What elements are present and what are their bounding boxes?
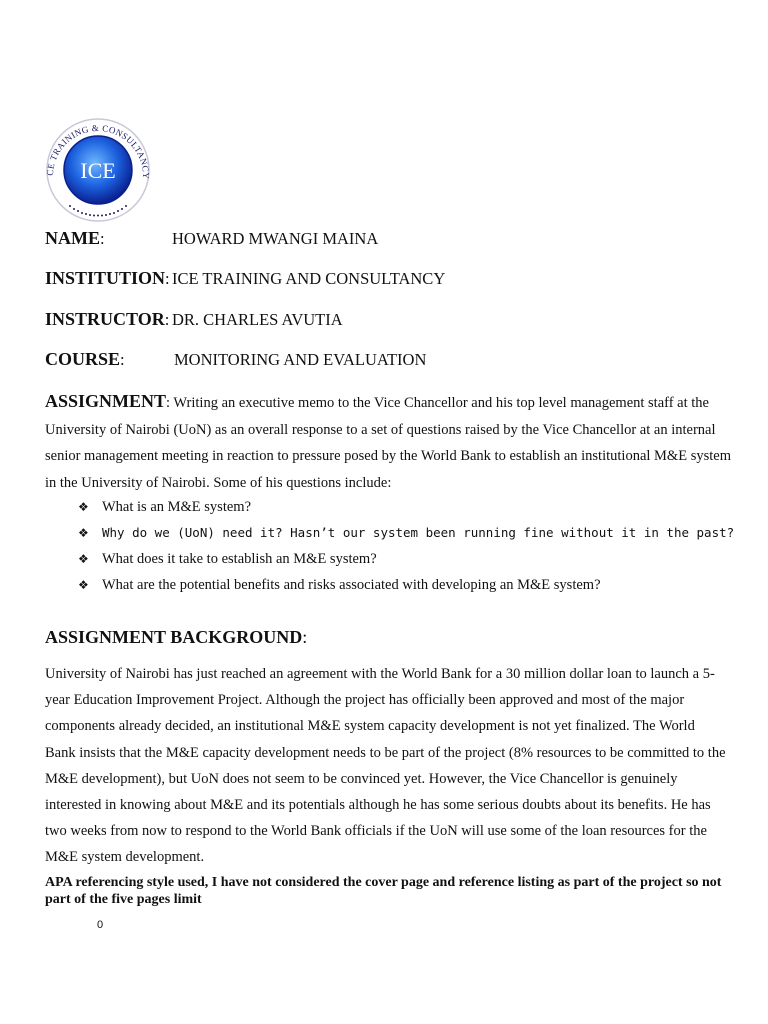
page-number: 0 bbox=[97, 919, 104, 931]
instructor-field bbox=[45, 309, 343, 330]
diamond-bullet-icon: ❖ bbox=[78, 526, 89, 540]
list-item: ❖ What is an M&E system? bbox=[78, 494, 734, 520]
institution-value: ICE TRAINING AND CONSULTANCY bbox=[172, 269, 446, 288]
course-field bbox=[45, 349, 427, 370]
list-item: ❖ What does it take to establish an M&E system? bbox=[78, 546, 734, 572]
assignment-label: ASSIGNMENT bbox=[45, 391, 167, 411]
list-item: ❖ Why do we (UoN) need it? Hasn’t our system been running fine without it in the past? bbox=[78, 520, 734, 546]
name-sep: : bbox=[100, 229, 105, 248]
questions-list bbox=[78, 494, 734, 598]
assignment-text: : Writing an executive memo to the Vice Chancellor and his top level management staff at the University of Nairobi (UoN) as an overall response to a set of questions raised by the Vice Chancellor at an internal senior management meeting in reaction to pressure posed by the World Bank to establish an institutional M&E system in the University of Nairobi. Some of his questions include: bbox=[45, 395, 731, 491]
instructor-value: DR. CHARLES AVUTIA bbox=[172, 310, 343, 329]
institution-label: INSTITUTION bbox=[45, 268, 166, 288]
apa-note: APA referencing style used, I have not considered the cover page and reference listing as part of the project so not part of the five pages limit bbox=[45, 875, 722, 907]
logo-ring-text: CE TRAINING & CONSULTANCY bbox=[44, 122, 152, 180]
course-value: MONITORING AND EVALUATION bbox=[174, 350, 427, 369]
institution-field bbox=[45, 268, 446, 289]
instructor-sep: : bbox=[164, 310, 170, 329]
course-label: COURSE bbox=[45, 349, 121, 369]
name-label: NAME bbox=[45, 228, 100, 248]
ice-logo bbox=[40, 118, 156, 222]
diamond-bullet-icon: ❖ bbox=[78, 578, 89, 592]
logo-center-text: ICE bbox=[80, 158, 116, 183]
institution-sep: : bbox=[165, 269, 170, 288]
list-item: ❖ What are the potential benefits and risks associated with developing an M&E system? bbox=[78, 572, 734, 598]
instructor-label: INSTRUCTOR bbox=[45, 309, 165, 329]
background-heading: ASSIGNMENT BACKGROUND: bbox=[45, 627, 308, 647]
name-value: HOWARD MWANGI MAINA bbox=[172, 229, 379, 248]
background-body: University of Nairobi has just reached an agreement with the World Bank for a 30 million dollar loan to launch a 5-year Education Improvement Project. Although the project has officially been approved and most of the major components already decided, an institutional M&E system capacity development is not yet finalized. The World Bank insists that the M&E capacity development needs to be part of the project (8% resources to be committed to the M&E development), but UoN does not seem to be convinced yet. However, the Vice Chancellor is genuinely interested in knowing about M&E and its potentials although he has some serious doubts about its benefits. He has two weeks from now to respond to the World Bank officials if the UoN will use some of the loan resources for the M&E system development. bbox=[45, 666, 726, 866]
diamond-bullet-icon: ❖ bbox=[78, 552, 89, 566]
name-field bbox=[45, 228, 379, 249]
assignment-paragraph bbox=[45, 388, 735, 496]
course-sep: : bbox=[120, 350, 125, 369]
diamond-bullet-icon: ❖ bbox=[78, 500, 89, 514]
